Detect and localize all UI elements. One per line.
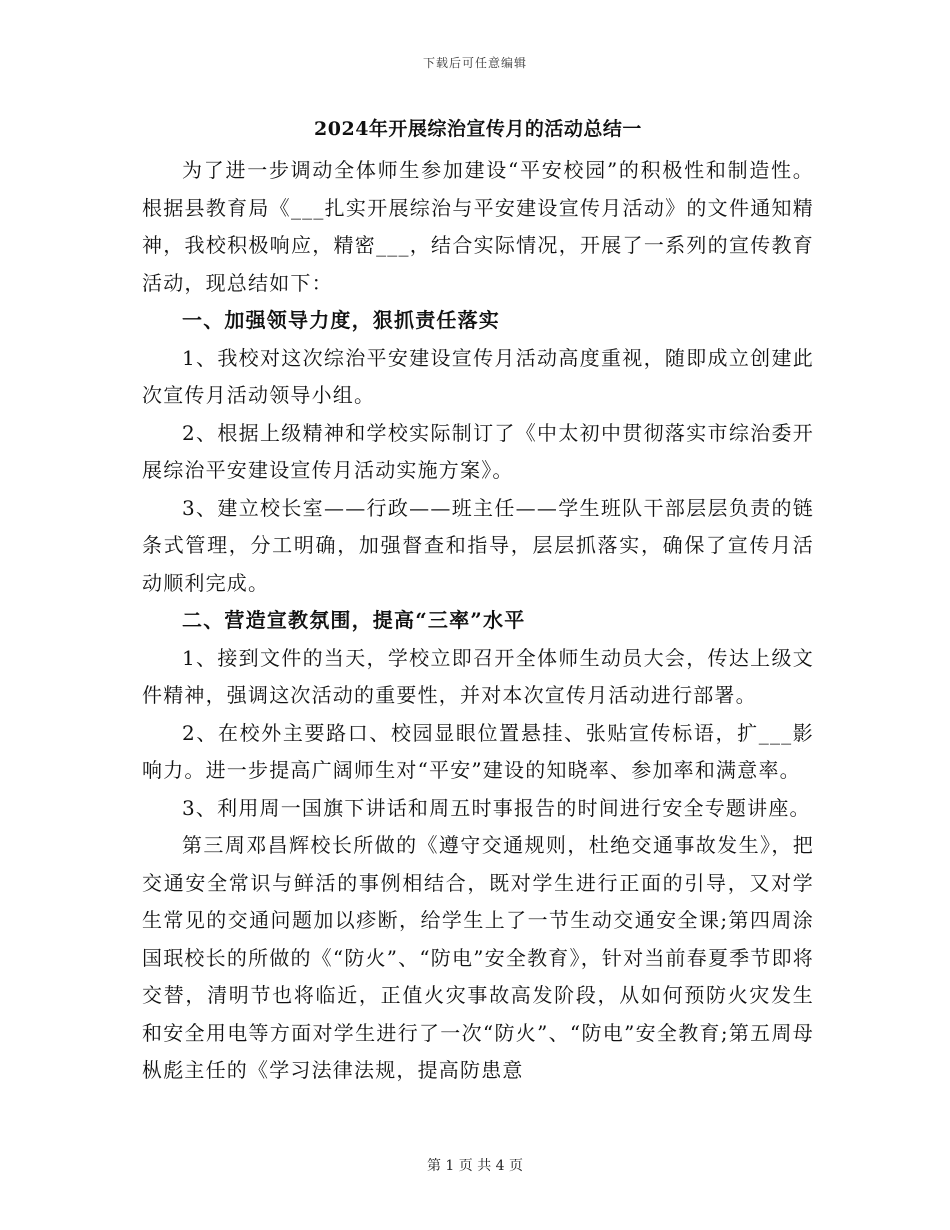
section-2-item-2: 2、在校外主要路口、校园显眼位置悬挂、张贴宣传标语，扩___影响力。进一步提高广阔师生对“平安”建设的知晓率、参加率和满意率。 [142, 720, 814, 782]
header-note: 下载后可任意编辑 [422, 56, 527, 70]
section-2-item-1: 1、接到文件的当天，学校立即召开全体师生动员大会，传达上级文件精神，强调这次活动的重要性，并对本次宣传月活动进行部署。 [142, 645, 814, 707]
section-2-item-3: 3、利用周一国旗下讲话和周五时事报告的时间进行安全专题讲座。 [182, 795, 811, 820]
page-number-footer: 第 1 页 共 4 页 [426, 1158, 524, 1174]
section-2-heading: 二、营造宣教氛围，提高“三率”水平 [182, 608, 526, 632]
section-2-item-4: 第三周邓昌辉校长所做的《遵守交通规则，杜绝交通事故发生》，把交通安全常识与鲜活的事例相结合，既对学生进行正面的引导，又对学生常见的交通问题加以疹断，给学生上了一节生动交通安全课;第四周涂国珉校长的所做的《“防火”、“防电”安全教育》，针对当前春夏季节即将交替，清明节也将临近，正值火灾事故高发阶段，从如何预防火灾发生和安全用电等方面对学生进行了一次“防火”、“防电”安全教育;第五周母枞彪主任的《学习法律法规，提高防患意 [142, 833, 814, 1082]
document-body [142, 112, 814, 1090]
intro-paragraph: 为了进一步调动全体师生参加建设“平安校园”的积极性和制造性。根据县教育局《___扎实开展综治与平安建设宣传月活动》的文件通知精神，我校积极响应，精密___，结合实际情况，开展了一系列的宣传教育活动，现总结如下： [142, 158, 814, 295]
section-1-item-1: 1、我校对这次综治平安建设宣传月活动高度重视，随即成立创建此次宣传月活动领导小组。 [142, 345, 814, 407]
document-title: 2024年开展综治宣传月的活动总结一 [314, 118, 642, 140]
section-1-heading: 一、加强领导力度，狠抓责任落实 [182, 308, 500, 332]
section-1-item-2: 2、根据上级精神和学校实际制订了《中太初中贯彻落实市综治委开展综治平安建设宣传月活动实施方案》。 [142, 420, 814, 482]
section-1-item-3: 3、建立校长室——行政——班主任——学生班队干部层层负责的链条式管理，分工明确，加强督查和指导，层层抓落实，确保了宣传月活动顺利完成。 [142, 495, 814, 595]
